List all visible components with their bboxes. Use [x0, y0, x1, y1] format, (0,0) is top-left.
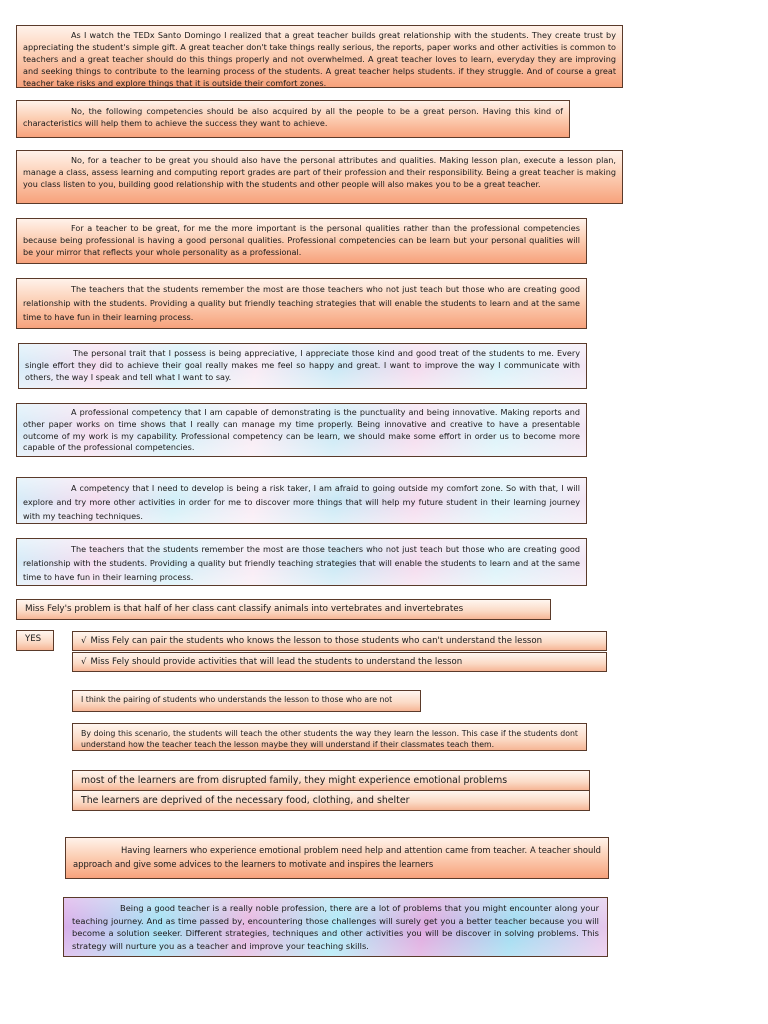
disrupted-family-text: most of the learners are from disrupted family, they might experience emotional problems	[81, 775, 508, 786]
pairing-opinion-box	[72, 690, 421, 712]
remembered-teachers-box-2	[16, 538, 587, 586]
qualities-vs-competencies-box	[16, 218, 587, 264]
check-item-1-text: Miss Fely can pair the students who knows the lesson to those students who can't understand the lesson	[90, 636, 543, 646]
remembered-teachers-text-2: The teachers that the students remember the most are those teachers who not just teach but those who are creating good relationship with the students. Providing a quality but friendly teaching strategies that will enable the students to learn and at the same time to have fun in their learning process.	[23, 544, 580, 582]
scenario-box	[72, 723, 587, 751]
reflection-tedx-text: As I watch the TEDx Santo Domingo I realized that a great teacher builds great relationship with the students. They create trust by appreciating the student's simple gift. A great teacher don't take things really serious, the reports, paper works and other activities is common to teachers and a great teacher should do this things properly and not overwhelmed. A great teacher loves to learn, everyday they are improving and seeking things to contribute to the learning process of the students. A great teacher helps students. if they struggle. And of course a great teacher take risks and explore things that it is outside their comfort zones.	[23, 30, 616, 88]
personal-attributes-text: No, for a teacher to be great you should also have the personal attributes and qualities. Making lesson plan, execute a lesson plan, manage a class, assess learning and computing report grades are part of their profession and their responsibility. Being a great teacher is making you class listen to you, building good relationship with the students and other people will also makes you to be a great teacher.	[23, 155, 616, 189]
check-mark-icon: √	[81, 636, 87, 646]
emotional-problem-box	[65, 837, 609, 879]
reflection-tedx-box	[16, 25, 623, 88]
check-mark-icon: √	[81, 657, 87, 667]
yes-label: YES	[25, 634, 42, 644]
check-item-2	[72, 652, 607, 672]
noble-profession-text: Being a good teacher is a really noble profession, there are a lot of problems that you might encounter along your teaching journey. And as time passed by, encountering those challenges will surely get you a better teacher because you will become a solution seeker. Different strategies, techniques and other activities you will be discover in solving problems. This strategy will nurture you as a teacher and improve your teaching skills.	[72, 903, 599, 951]
remembered-teachers-box	[16, 278, 587, 329]
deprived-learners-box	[72, 790, 590, 811]
disrupted-family-box	[72, 770, 590, 791]
competencies-everyone-text: No, the following competencies should be also acquired by all the people to be a great person. Having this kind of characteristics will help them to achieve the success they want to achieve.	[23, 106, 563, 128]
deprived-learners-text: The learners are deprived of the necessary food, clothing, and shelter	[81, 795, 410, 806]
personal-trait-text: The personal trait that I possess is being appreciative, I appreciate those kind and good treat of the students to me. Every single effort they did to achieve their goal really makes me feel so happy and great. I want to improve the way I communicate with others, the way I speak and tell what I want to say.	[25, 348, 580, 382]
risk-taker-box	[16, 477, 587, 524]
remembered-teachers-text: The teachers that the students remember the most are those teachers who not just teach but those who are creating good relationship with the students. Providing a quality but friendly teaching strategies that will enable the students to learn and at the same time to have fun in their learning process.	[23, 284, 580, 322]
personal-attributes-box	[16, 150, 623, 204]
check-item-1	[72, 631, 607, 651]
professional-competency-box	[16, 403, 587, 457]
emotional-problem-text: Having learners who experience emotional problem need help and attention came from teacher. A teacher should approach and give some advices to the learners to motivate and inspires the learners	[73, 845, 601, 869]
check-item-2-text: Miss Fely should provide activities that will lead the students to understand the lesson	[90, 657, 463, 667]
noble-profession-box	[63, 897, 608, 957]
pairing-opinion-text: I think the pairing of students who understands the lesson to those who are not	[81, 695, 393, 704]
scenario-text: By doing this scenario, the students will teach the other students the way they learn the lesson. This case if the students dont understand how the teacher teach the lesson maybe they will understand if their classmates teach them.	[81, 729, 578, 749]
problem-statement-box	[16, 599, 551, 620]
problem-statement-text: Miss Fely's problem is that half of her class cant classify animals into vertebrates and invertebrates	[25, 604, 464, 614]
competencies-everyone-box	[16, 100, 570, 138]
qualities-vs-competencies-text: For a teacher to be great, for me the more important is the personal qualities rather than the professional competencies because being professional is having a good personal qualities. Professional competencies can be learn but your personal qualities will be your mirror that reflects your whole personality as a professional.	[23, 223, 580, 257]
personal-trait-box	[18, 343, 587, 389]
yes-box	[16, 630, 54, 651]
professional-competency-text: A professional competency that I am capable of demonstrating is the punctuality and being innovative. Making reports and other paper works on time shows that I really can manage my time properly. Being innovative and creative to have a presentable outcome of my work is my capability. Professional competency can be learn, we should make some effort in order us to become more capable of the professional competencies.	[23, 407, 580, 453]
risk-taker-text: A competency that I need to develop is being a risk taker, I am afraid to going outside my comfort zone. So with that, I will explore and try more other activities in order for me to discover more things that will help my future student in their learning journey with my teaching techniques.	[23, 483, 580, 521]
